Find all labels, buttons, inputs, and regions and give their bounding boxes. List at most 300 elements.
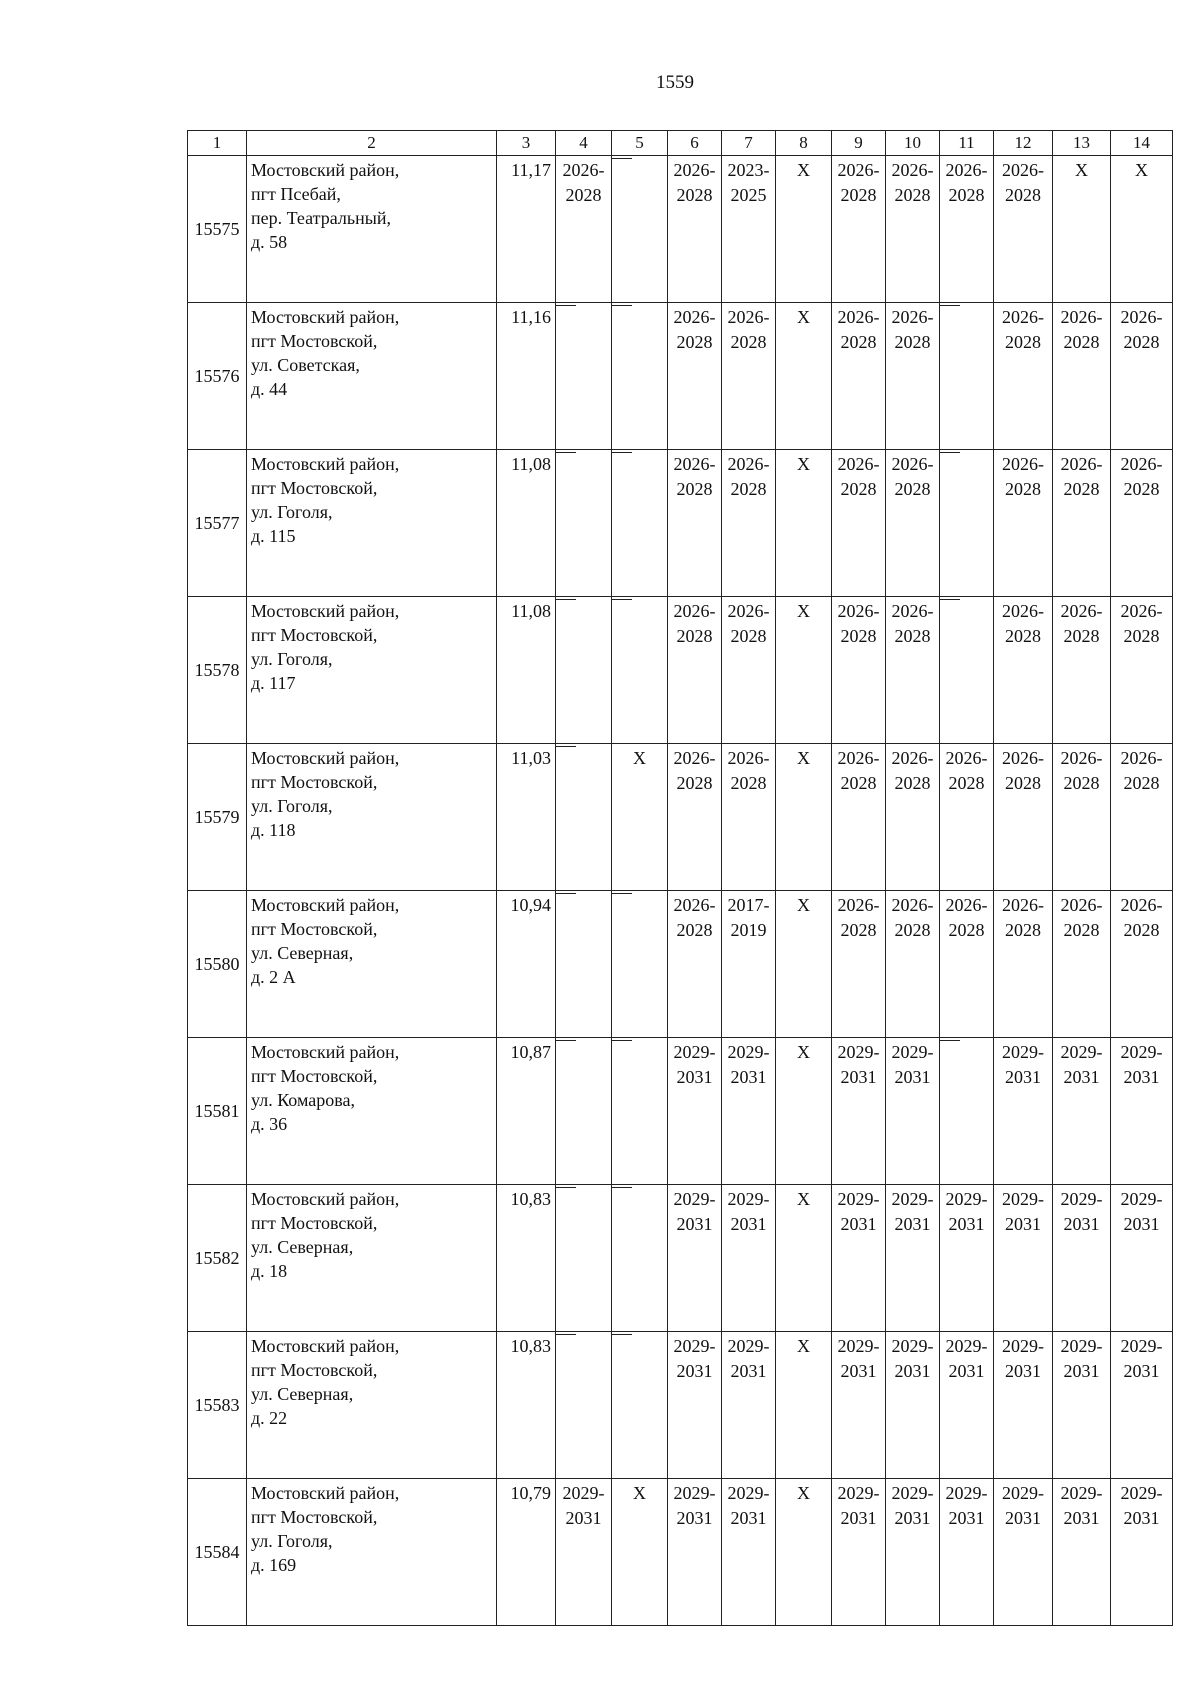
period-part: 2031 xyxy=(1063,1214,1100,1234)
period-cell xyxy=(886,303,940,450)
dash-mark xyxy=(556,1334,576,1335)
address-cell xyxy=(247,1332,497,1479)
period-part: 2028 xyxy=(948,185,985,205)
row-number: 15575 xyxy=(188,156,247,303)
period-part: 2026- xyxy=(837,895,880,915)
period-cell xyxy=(1111,597,1173,744)
period-part: 2029- xyxy=(891,1336,934,1356)
address-cell xyxy=(247,597,497,744)
mark-value: Х xyxy=(797,1189,810,1209)
period-part: 2026- xyxy=(1002,601,1044,621)
mark-value: Х xyxy=(797,307,810,327)
period-part: 2026- xyxy=(891,160,934,180)
period-cell xyxy=(668,156,722,303)
table-row xyxy=(188,744,1173,891)
period-cell xyxy=(1053,1332,1111,1479)
period-part: 2028 xyxy=(840,920,877,940)
dash-mark xyxy=(612,452,632,453)
address-cell xyxy=(247,303,497,450)
period-part: 2017- xyxy=(727,895,770,915)
period-part: 2028 xyxy=(676,920,713,940)
address-line: Мостовский район, xyxy=(251,748,400,768)
dash-cell xyxy=(940,1038,994,1185)
period-part: 2031 xyxy=(676,1067,713,1087)
address-line: Мостовский район, xyxy=(251,1336,400,1356)
address-line: пгт Псебай, xyxy=(251,184,341,204)
period-part: 2026- xyxy=(673,307,716,327)
period-cell xyxy=(832,744,886,891)
dash-cell xyxy=(612,597,668,744)
column-header-5: 5 xyxy=(612,131,668,156)
period-part: 2028 xyxy=(676,626,713,646)
mark-value: Х xyxy=(797,601,810,621)
period-cell xyxy=(1111,744,1173,891)
period-cell xyxy=(722,597,776,744)
period-part: 2029- xyxy=(1060,1042,1103,1062)
period-part: 2029- xyxy=(1120,1042,1163,1062)
address-line: пгт Мостовской, xyxy=(251,919,378,939)
period-cell xyxy=(832,156,886,303)
column-header-12: 12 xyxy=(994,131,1053,156)
period-part: 2028 xyxy=(894,479,931,499)
period-part: 2029- xyxy=(1060,1336,1103,1356)
period-part: 2026- xyxy=(945,748,988,768)
period-part: 2029- xyxy=(1120,1189,1163,1209)
address-cell xyxy=(247,1479,497,1626)
period-part: 2028 xyxy=(840,185,877,205)
period-cell xyxy=(994,891,1053,1038)
period-part: 2028 xyxy=(1123,920,1160,940)
period-part: 2029- xyxy=(562,1483,605,1503)
period-part: 2029- xyxy=(1002,1336,1044,1356)
period-part: 2031 xyxy=(1005,1214,1041,1234)
dash-mark xyxy=(940,452,960,453)
period-cell xyxy=(994,450,1053,597)
mark-value: Х xyxy=(797,1042,810,1062)
mark-cell xyxy=(776,1185,832,1332)
area-value: 10,87 xyxy=(497,1038,556,1185)
period-cell xyxy=(994,1185,1053,1332)
address-cell xyxy=(247,744,497,891)
table-row xyxy=(188,1479,1173,1626)
dash-cell xyxy=(556,1185,612,1332)
period-cell xyxy=(668,744,722,891)
column-header-4: 4 xyxy=(556,131,612,156)
dash-mark xyxy=(612,1334,632,1335)
dash-mark xyxy=(612,1040,632,1041)
period-cell xyxy=(1053,450,1111,597)
mark-cell xyxy=(776,1332,832,1479)
period-part: 2031 xyxy=(840,1214,877,1234)
period-part: 2029- xyxy=(673,1336,716,1356)
dash-mark xyxy=(612,158,632,159)
dash-mark xyxy=(556,305,576,306)
period-part: 2031 xyxy=(1005,1067,1041,1087)
row-number: 15584 xyxy=(188,1479,247,1626)
period-part: 2029- xyxy=(1120,1483,1163,1503)
address-line: д. 44 xyxy=(251,379,288,399)
dash-mark xyxy=(556,452,576,453)
period-part: 2026- xyxy=(1120,895,1163,915)
period-part: 2031 xyxy=(1063,1508,1100,1528)
table-row xyxy=(188,450,1173,597)
dash-cell xyxy=(556,597,612,744)
period-part: 2028 xyxy=(1005,920,1041,940)
mark-value: Х xyxy=(797,1336,810,1356)
period-part: 2026- xyxy=(891,748,934,768)
period-part: 2026- xyxy=(945,160,988,180)
dash-cell xyxy=(612,1038,668,1185)
row-number: 15578 xyxy=(188,597,247,744)
period-part: 2028 xyxy=(1005,332,1041,352)
dash-cell xyxy=(556,1332,612,1479)
period-part: 2029- xyxy=(945,1336,988,1356)
area-value: 11,17 xyxy=(497,156,556,303)
area-value: 10,94 xyxy=(497,891,556,1038)
period-cell xyxy=(722,1332,776,1479)
period-part: 2028 xyxy=(1063,332,1100,352)
address-line: Мостовский район, xyxy=(251,895,400,915)
area-value: 11,08 xyxy=(497,597,556,744)
period-part: 2029- xyxy=(1120,1336,1163,1356)
period-cell xyxy=(994,744,1053,891)
period-cell xyxy=(832,303,886,450)
column-header-14: 14 xyxy=(1111,131,1173,156)
address-line: ул. Гоголя, xyxy=(251,796,333,816)
period-cell xyxy=(832,891,886,1038)
period-part: 2031 xyxy=(894,1508,931,1528)
mark-value: Х xyxy=(797,454,810,474)
mark-value: Х xyxy=(797,895,810,915)
period-part: 2026- xyxy=(673,160,716,180)
period-cell xyxy=(886,156,940,303)
period-part: 2031 xyxy=(840,1508,877,1528)
address-line: Мостовский район, xyxy=(251,601,400,621)
period-part: 2028 xyxy=(1005,773,1041,793)
period-part: 2029- xyxy=(1002,1189,1044,1209)
column-header-3: 3 xyxy=(497,131,556,156)
table-row xyxy=(188,1185,1173,1332)
address-line: пгт Мостовской, xyxy=(251,331,378,351)
address-line: ул. Комарова, xyxy=(251,1090,355,1110)
table-row xyxy=(188,1332,1173,1479)
period-part: 2031 xyxy=(676,1214,713,1234)
period-part: 2026- xyxy=(1060,307,1103,327)
period-part: 2026- xyxy=(562,160,605,180)
period-cell xyxy=(940,744,994,891)
mark-cell xyxy=(776,744,832,891)
column-header-13: 13 xyxy=(1053,131,1111,156)
period-cell xyxy=(886,891,940,1038)
mark-value: Х xyxy=(797,748,810,768)
period-cell xyxy=(994,597,1053,744)
period-cell xyxy=(994,1479,1053,1626)
period-part: 2028 xyxy=(1063,626,1100,646)
period-part: 2031 xyxy=(676,1361,713,1381)
area-value: 10,83 xyxy=(497,1332,556,1479)
period-cell xyxy=(1053,597,1111,744)
period-cell xyxy=(1111,1185,1173,1332)
period-part: 2026- xyxy=(837,601,880,621)
period-part: 2029- xyxy=(891,1042,934,1062)
dash-cell xyxy=(556,450,612,597)
period-part: 2028 xyxy=(894,185,931,205)
mark-value: Х xyxy=(633,748,646,768)
period-part: 2028 xyxy=(730,479,767,499)
period-part: 2026- xyxy=(673,895,716,915)
dash-cell xyxy=(612,1332,668,1479)
period-cell xyxy=(832,597,886,744)
period-cell xyxy=(886,450,940,597)
period-part: 2028 xyxy=(840,626,877,646)
table-row xyxy=(188,156,1173,303)
mark-cell xyxy=(776,303,832,450)
mark-cell xyxy=(1111,156,1173,303)
mark-cell xyxy=(776,597,832,744)
period-part: 2028 xyxy=(730,626,767,646)
row-number: 15583 xyxy=(188,1332,247,1479)
period-cell xyxy=(668,303,722,450)
dash-cell xyxy=(556,891,612,1038)
dash-mark xyxy=(940,305,960,306)
address-line: д. 22 xyxy=(251,1408,288,1428)
address-line: пгт Мостовской, xyxy=(251,1507,378,1527)
period-cell xyxy=(668,1479,722,1626)
period-cell xyxy=(722,744,776,891)
period-part: 2029- xyxy=(945,1483,988,1503)
period-cell xyxy=(1111,1332,1173,1479)
period-part: 2031 xyxy=(840,1067,877,1087)
mark-cell xyxy=(776,1479,832,1626)
period-part: 2028 xyxy=(730,773,767,793)
period-part: 2031 xyxy=(1005,1361,1041,1381)
address-line: пер. Театральный, xyxy=(251,208,391,228)
period-part: 2029- xyxy=(945,1189,988,1209)
dash-cell xyxy=(556,744,612,891)
period-part: 2029- xyxy=(891,1483,934,1503)
dash-cell xyxy=(612,303,668,450)
row-number: 15580 xyxy=(188,891,247,1038)
dash-cell xyxy=(612,450,668,597)
address-line: Мостовский район, xyxy=(251,1042,400,1062)
address-line: д. 115 xyxy=(251,526,296,546)
period-part: 2029- xyxy=(727,1189,770,1209)
dash-mark xyxy=(940,599,960,600)
period-cell xyxy=(886,597,940,744)
column-header-7: 7 xyxy=(722,131,776,156)
period-cell xyxy=(668,891,722,1038)
table-body xyxy=(188,156,1173,1626)
period-part: 2028 xyxy=(676,185,713,205)
period-part: 2028 xyxy=(1123,479,1160,499)
period-part: 2031 xyxy=(1123,1508,1160,1528)
period-part: 2031 xyxy=(730,1214,767,1234)
period-part: 2026- xyxy=(1120,601,1163,621)
period-part: 2028 xyxy=(565,185,602,205)
period-cell xyxy=(832,450,886,597)
period-cell xyxy=(940,156,994,303)
period-part: 2028 xyxy=(1123,626,1160,646)
dash-mark xyxy=(556,1040,576,1041)
period-part: 2026- xyxy=(1002,895,1044,915)
period-cell xyxy=(668,1038,722,1185)
dash-cell xyxy=(612,891,668,1038)
period-part: 2026- xyxy=(673,454,716,474)
period-cell xyxy=(832,1185,886,1332)
period-part: 2028 xyxy=(1063,773,1100,793)
period-part: 2026- xyxy=(673,748,716,768)
period-cell xyxy=(1053,744,1111,891)
column-header-9: 9 xyxy=(832,131,886,156)
address-line: д. 36 xyxy=(251,1114,288,1134)
address-line: ул. Северная, xyxy=(251,1237,354,1257)
period-cell xyxy=(668,1185,722,1332)
column-header-6: 6 xyxy=(668,131,722,156)
period-part: 2026- xyxy=(837,748,880,768)
period-cell xyxy=(1053,1185,1111,1332)
period-part: 2026- xyxy=(891,454,934,474)
address-cell xyxy=(247,450,497,597)
period-part: 2031 xyxy=(948,1508,985,1528)
period-cell xyxy=(1053,891,1111,1038)
dash-mark xyxy=(612,893,632,894)
mark-cell xyxy=(776,1038,832,1185)
period-part: 2029- xyxy=(727,1042,770,1062)
dash-cell xyxy=(940,597,994,744)
period-cell xyxy=(940,1185,994,1332)
period-cell xyxy=(886,1038,940,1185)
dash-mark xyxy=(612,599,632,600)
period-part: 2028 xyxy=(894,920,931,940)
period-part: 2031 xyxy=(840,1361,877,1381)
period-part: 2026- xyxy=(945,895,988,915)
period-part: 2029- xyxy=(891,1189,934,1209)
period-part: 2028 xyxy=(1005,626,1041,646)
period-cell xyxy=(1111,450,1173,597)
period-part: 2026- xyxy=(837,307,880,327)
period-part: 2031 xyxy=(1123,1361,1160,1381)
period-cell xyxy=(668,1332,722,1479)
period-part: 2029- xyxy=(1002,1042,1044,1062)
period-part: 2028 xyxy=(676,479,713,499)
period-cell xyxy=(1111,1479,1173,1626)
period-part: 2031 xyxy=(1123,1214,1160,1234)
table-row xyxy=(188,303,1173,450)
period-cell xyxy=(722,156,776,303)
period-part: 2031 xyxy=(1063,1067,1100,1087)
period-cell xyxy=(1053,303,1111,450)
column-header-2: 2 xyxy=(247,131,497,156)
period-part: 2026- xyxy=(837,160,880,180)
dash-cell xyxy=(612,1185,668,1332)
address-line: д. 117 xyxy=(251,673,296,693)
period-part: 2025 xyxy=(730,185,767,205)
table-row xyxy=(188,891,1173,1038)
period-part: 2031 xyxy=(676,1508,713,1528)
table-row xyxy=(188,597,1173,744)
address-line: пгт Мостовской, xyxy=(251,1360,378,1380)
period-cell xyxy=(556,156,612,303)
period-cell xyxy=(940,1332,994,1479)
period-part: 2019 xyxy=(730,920,767,940)
period-part: 2026- xyxy=(891,601,934,621)
mark-cell xyxy=(612,744,668,891)
address-line: д. 58 xyxy=(251,232,288,252)
mark-value: Х xyxy=(633,1483,646,1503)
dash-cell xyxy=(556,303,612,450)
period-part: 2026- xyxy=(1002,454,1044,474)
period-part: 2029- xyxy=(837,1483,880,1503)
period-part: 2026- xyxy=(727,748,770,768)
period-cell xyxy=(832,1332,886,1479)
address-line: ул. Гоголя, xyxy=(251,502,333,522)
period-part: 2026- xyxy=(1120,454,1163,474)
period-part: 2028 xyxy=(1123,773,1160,793)
row-number: 15581 xyxy=(188,1038,247,1185)
period-cell xyxy=(886,1185,940,1332)
mark-cell xyxy=(776,450,832,597)
table-row xyxy=(188,1038,1173,1185)
period-part: 2026- xyxy=(1060,748,1103,768)
period-cell xyxy=(832,1038,886,1185)
period-part: 2026- xyxy=(891,895,934,915)
address-line: ул. Северная, xyxy=(251,943,354,963)
period-cell xyxy=(722,891,776,1038)
period-part: 2029- xyxy=(1060,1189,1103,1209)
period-part: 2026- xyxy=(727,307,770,327)
column-header-10: 10 xyxy=(886,131,940,156)
period-cell xyxy=(668,450,722,597)
period-part: 2026- xyxy=(1002,307,1044,327)
period-part: 2031 xyxy=(948,1214,985,1234)
mark-cell xyxy=(776,891,832,1038)
period-part: 2028 xyxy=(1005,479,1041,499)
period-part: 2026- xyxy=(1060,601,1103,621)
area-value: 11,03 xyxy=(497,744,556,891)
period-part: 2026- xyxy=(1120,748,1163,768)
column-header-11: 11 xyxy=(940,131,994,156)
period-part: 2026- xyxy=(837,454,880,474)
period-part: 2029- xyxy=(837,1189,880,1209)
period-part: 2029- xyxy=(673,1042,716,1062)
period-part: 2031 xyxy=(1063,1361,1100,1381)
address-line: д. 169 xyxy=(251,1555,297,1575)
period-part: 2026- xyxy=(891,307,934,327)
period-part: 2029- xyxy=(673,1189,716,1209)
period-part: 2031 xyxy=(948,1361,985,1381)
area-value: 11,08 xyxy=(497,450,556,597)
period-part: 2026- xyxy=(1120,307,1163,327)
period-part: 2026- xyxy=(1060,454,1103,474)
period-cell xyxy=(1111,891,1173,1038)
page-number: 1559 xyxy=(656,72,694,93)
address-line: Мостовский район, xyxy=(251,307,400,327)
period-cell xyxy=(832,1479,886,1626)
address-line: Мостовский район, xyxy=(251,160,400,180)
period-cell xyxy=(886,744,940,891)
period-cell xyxy=(994,156,1053,303)
period-cell xyxy=(668,597,722,744)
period-cell xyxy=(722,1479,776,1626)
row-number: 15582 xyxy=(188,1185,247,1332)
period-cell xyxy=(1053,1038,1111,1185)
address-cell xyxy=(247,1038,497,1185)
period-part: 2026- xyxy=(727,601,770,621)
period-part: 2028 xyxy=(676,773,713,793)
address-line: ул. Советская, xyxy=(251,355,360,375)
mark-value: Х xyxy=(797,160,810,180)
row-number: 15576 xyxy=(188,303,247,450)
